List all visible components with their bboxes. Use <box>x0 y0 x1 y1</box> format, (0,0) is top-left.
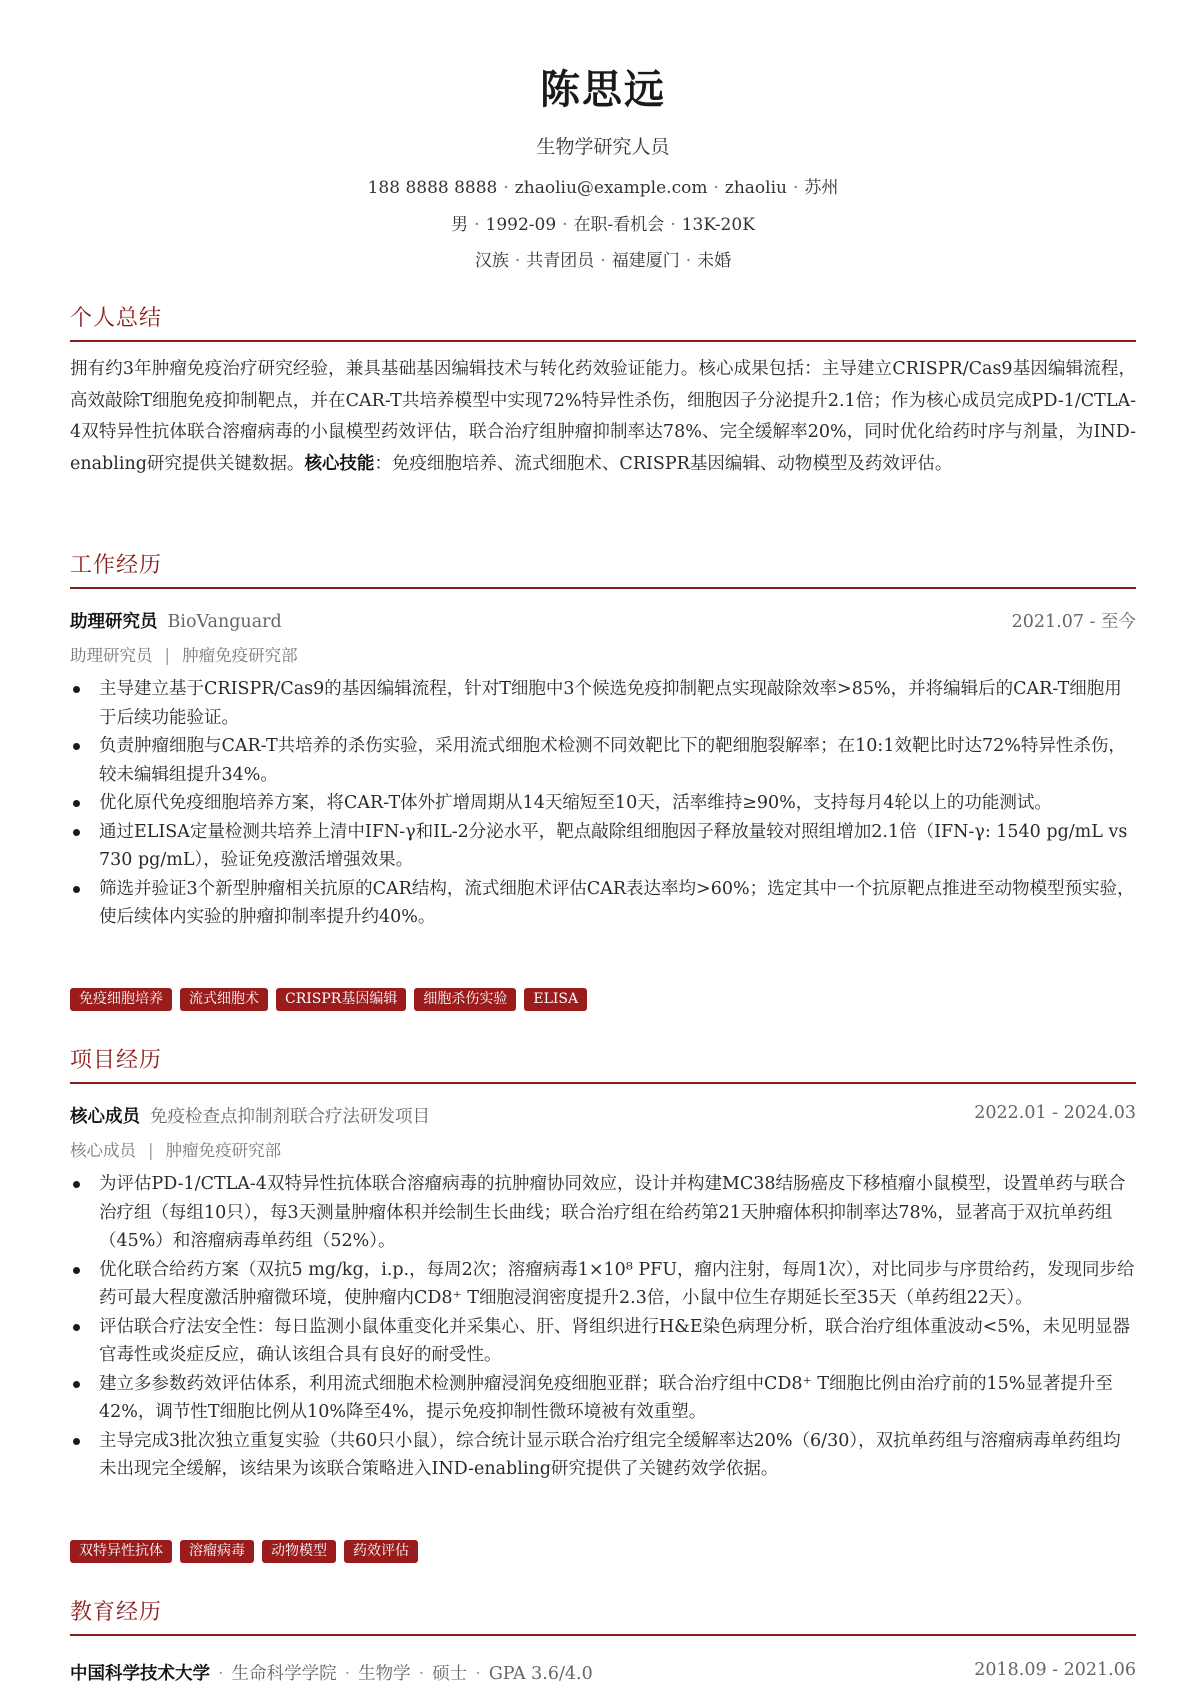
marital-status: 未婚 <box>697 251 732 271</box>
school-name: 中国科学技术大学 <box>70 1664 210 1684</box>
summary-heading: 个人总结 <box>70 306 163 331</box>
list-item: 优化联合给药方案（双抗5 mg/kg，i.p.，每周2次；溶瘤病毒1×10⁸ PFU，瘤内注射，每周1次），对比同步与序贯给药，发现同步给药可最大程度激活肿瘤微环境，使肿瘤内CD8⁺ T细胞浸润密度提升2.3倍，小鼠中位生存期延长至35天（单药组22天）。 <box>70 1256 1136 1313</box>
job-title: 生物学研究人员 <box>536 136 670 158</box>
work-bullets <box>70 675 1136 932</box>
work-entry-header <box>70 608 1136 633</box>
project-name: 免疫检查点抑制剂联合疗法研发项目 <box>150 1107 430 1127</box>
email-address: zhaoliu@example.com <box>514 178 708 198</box>
birth-date: 1992-09 <box>485 215 557 235</box>
ethnicity: 汉族 <box>474 251 509 271</box>
project-bullets <box>70 1170 1136 1484</box>
education-date: 2018.09 - 2021.06 <box>974 1660 1136 1680</box>
summary-divider <box>70 340 1136 342</box>
list-item: 主导建立基于CRISPR/Cas9的基因编辑流程，针对T细胞中3个候选免疫抑制靶点实现敲除效率>85%，并将编辑后的CAR-T细胞用于后续功能验证。 <box>70 675 1136 732</box>
project-tags <box>70 1540 1136 1563</box>
summary-body: 拥有约3年肿瘤免疫治疗研究经验，兼具基础基因编辑技术与转化药效验证能力。核心成果包括：主导建立CRISPR/Cas9基因编辑流程，高效敲除T细胞免疫抑制靶点，并在CAR-T共培养模型中实现72%特异性杀伤，细胞因子分泌提升2.1倍；作为核心成员完成PD-1/CTLA-4双特异性抗体联合溶瘤病毒的小鼠模型药效评估，联合治疗组肿瘤抑制率达78%、完全缓解率20%，同时优化给药时序与剂量，为IND-enabling研究提供关键数据。 <box>70 359 1136 474</box>
major: 生物学 <box>358 1664 411 1684</box>
list-item: 筛选并验证3个新型肿瘤相关抗原的CAR结构，流式细胞术评估CAR表达率均>60%；选定其中一个抗原靶点推进至动物模型预实验，使后续体内实验的肿瘤抑制率提升约40%。 <box>70 875 1136 932</box>
skill-tag: 细胞杀伤实验 <box>414 988 516 1011</box>
work-heading: 工作经历 <box>70 553 163 578</box>
project-date: 2022.01 - 2024.03 <box>974 1103 1136 1123</box>
work-company: BioVanguard <box>167 612 282 632</box>
background-line: 汉族 · 共青团员 · 福建厦门 · 未婚 <box>474 251 732 271</box>
gpa: GPA 3.6/4.0 <box>488 1664 593 1684</box>
phone-number: 188 8888 8888 <box>367 178 498 198</box>
candidate-name: 陈思远 <box>540 66 666 113</box>
work-date: 2021.07 - 至今 <box>1011 612 1136 632</box>
skill-tag: 流式细胞术 <box>180 988 268 1011</box>
project-divider <box>70 1082 1136 1084</box>
work-entry-subline: 助理研究员 | 肿瘤免疫研究部 <box>70 646 298 665</box>
job-status: 在职-看机会 <box>573 215 665 235</box>
list-item: 建立多参数药效评估体系，利用流式细胞术检测肿瘤浸润免疫细胞亚群；联合治疗组中CD8⁺ T细胞比例由治疗前的15%显著提升至42%，调节性T细胞比例从10%降至4%，提示免疫抑制性微环境被有效重塑。 <box>70 1370 1136 1427</box>
education-heading: 教育经历 <box>70 1600 163 1625</box>
list-item: 优化原代免疫细胞培养方案，将CAR-T体外扩增周期从14天缩短至10天，活率维持≥90%，支持每月4轮以上的功能测试。 <box>70 789 1136 818</box>
project-department: 肿瘤免疫研究部 <box>165 1141 282 1160</box>
education-entry: 中国科学技术大学 · 生命科学学院 · 生物学 · 硕士 · GPA 3.6/4.0 2018.09 - 2021.06 <box>70 1660 1136 1684</box>
skill-tag: CRISPR基因编辑 <box>276 988 406 1011</box>
skill-tag: 双特异性抗体 <box>70 1540 172 1563</box>
skill-tag: ELISA <box>524 988 587 1011</box>
project-entry-header <box>70 1103 1136 1128</box>
skills-label: 核心技能 <box>304 453 375 474</box>
political-status: 共青团员 <box>526 251 595 271</box>
project-entry-subline: 核心成员 | 肿瘤免疫研究部 <box>70 1141 282 1160</box>
list-item: 为评估PD-1/CTLA-4双特异性抗体联合溶瘤病毒的抗肿瘤协同效应，设计并构建MC38结肠癌皮下移植瘤小鼠模型，设置单药与联合治疗组（每组10只），每3天测量肿瘤体积并绘制生长曲线；联合治疗组在给药第21天肿瘤体积抑制率达78%，显著高于双抗单药组（45%）和溶瘤病毒单药组（52%）。 <box>70 1170 1136 1256</box>
work-divider <box>70 587 1136 589</box>
skill-tag: 药效评估 <box>344 1540 418 1563</box>
contact-line: 188 8888 8888 · zhaoliu@example.com · zhaoliu · 苏州 <box>367 178 839 198</box>
skill-tag: 免疫细胞培养 <box>70 988 172 1011</box>
work-position: 助理研究员 <box>70 646 153 665</box>
salary-expectation: 13K-20K <box>681 215 755 235</box>
list-item: 主导完成3批次独立重复实验（共60只小鼠），综合统计显示联合治疗组完全缓解率达20%（6/30），双抗单药组与溶瘤病毒单药组均未出现完全缓解，该结果为该联合策略进入IND-enabling研究提供了关键药效学依据。 <box>70 1427 1136 1484</box>
gender: 男 <box>451 215 469 235</box>
skill-tag: 动物模型 <box>262 1540 336 1563</box>
project-role: 核心成员 <box>70 1107 140 1127</box>
username: zhaoliu <box>724 178 787 198</box>
summary-text <box>70 354 1136 480</box>
list-item: 负责肿瘤细胞与CAR-T共培养的杀伤实验，采用流式细胞术检测不同效靶比下的靶细胞裂解率；在10:1效靶比时达72%特异性杀伤，较未编辑组提升34%。 <box>70 732 1136 789</box>
project-heading: 项目经历 <box>70 1048 163 1073</box>
work-role: 助理研究员 <box>70 612 158 632</box>
list-item: 通过ELISA定量检测共培养上清中IFN-γ和IL-2分泌水平，靶点敲除组细胞因子释放量较对照组增加2.1倍（IFN-γ: 1540 pg/mL vs 730 pg/mL），验证免疫激活增强效果。 <box>70 818 1136 875</box>
personal-line: 男 · 1992-09 · 在职-看机会 · 13K-20K <box>451 215 755 235</box>
skill-tag: 溶瘤病毒 <box>180 1540 254 1563</box>
work-tags <box>70 988 1136 1011</box>
list-item: 评估联合疗法安全性：每日监测小鼠体重变化并采集心、肝、肾组织进行H&E染色病理分析，联合治疗组体重波动<5%，未见明显器官毒性或炎症反应，确认该组合具有良好的耐受性。 <box>70 1313 1136 1370</box>
skills-list: ：免疫细胞培养、流式细胞术、CRISPR基因编辑、动物模型及药效评估。 <box>374 453 953 474</box>
degree: 硕士 <box>432 1664 468 1684</box>
city: 苏州 <box>804 178 839 198</box>
education-divider <box>70 1634 1136 1636</box>
hometown: 福建厦门 <box>611 251 680 271</box>
work-department: 肿瘤免疫研究部 <box>182 646 298 665</box>
project-position: 核心成员 <box>70 1141 136 1160</box>
college-name: 生命科学学院 <box>231 1664 337 1684</box>
